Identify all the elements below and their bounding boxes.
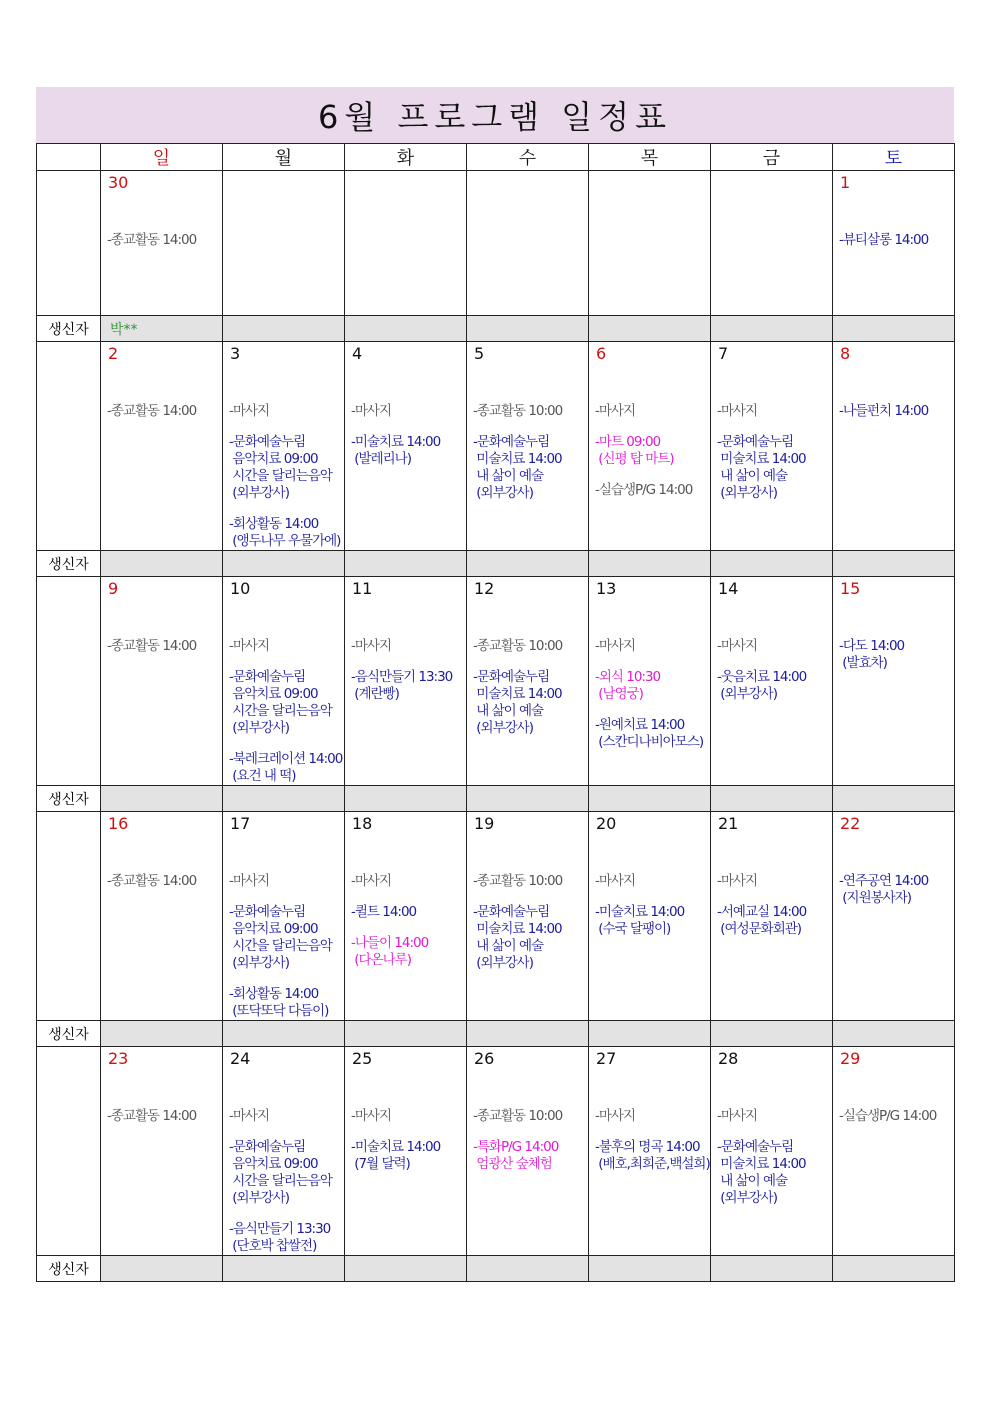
birthday-cell-fri <box>711 316 833 342</box>
day-cell-sun <box>101 171 223 316</box>
day-number: 26 <box>474 1049 495 1068</box>
event-item: -회상활동 14:00 (또닥또닥 다듬이) <box>229 986 329 1019</box>
event-item: -미술치료 14:00 (7월 달력) <box>351 1139 441 1172</box>
day-number: 24 <box>230 1049 251 1068</box>
birthday-cell-tue <box>345 551 467 577</box>
event-item: -마사지 <box>229 873 269 889</box>
event-item: -퀼트 14:00 <box>351 904 417 920</box>
birthday-label: 생신자 <box>37 786 101 812</box>
event-item: -문화예술누림 미술치료 14:00 내 삶이 예술 (외부강사) <box>473 669 562 736</box>
event-list <box>101 873 222 890</box>
day-cell-mon <box>223 342 345 551</box>
event-item: -나들펀치 14:00 <box>839 403 929 419</box>
day-number: 18 <box>352 814 373 833</box>
event-item: -마사지 <box>229 1108 269 1124</box>
event-list <box>223 403 344 550</box>
day-number: 11 <box>352 579 373 598</box>
event-item: -마사지 <box>595 638 635 654</box>
event-item: -미술치료 14:00 (발레리나) <box>351 434 441 467</box>
birthday-row <box>37 786 955 812</box>
day-cell-sat <box>833 342 955 551</box>
event-list <box>101 1108 222 1125</box>
birthday-label: 생신자 <box>37 1021 101 1047</box>
week-label-cell <box>37 1047 101 1256</box>
day-cell-sat <box>833 577 955 786</box>
event-list <box>467 638 588 737</box>
event-item: -마트 09:00 (신평 탑 마트) <box>595 434 674 467</box>
day-number: 6 <box>596 344 607 363</box>
event-list <box>101 232 222 249</box>
birthday-cell-sat <box>833 551 955 577</box>
event-item: -종교활동 10:00 <box>473 873 563 889</box>
event-item: -불후의 명곡 14:00 (배호,최희준,백설희) <box>595 1139 710 1172</box>
day-number: 21 <box>718 814 739 833</box>
weekday-tue: 화 <box>345 144 467 171</box>
event-item: -마사지 <box>229 638 269 654</box>
birthday-name: 박** <box>110 321 138 338</box>
week-label-cell <box>37 812 101 1021</box>
day-number: 2 <box>108 344 119 363</box>
birthday-cell-sat <box>833 1256 955 1282</box>
event-item: -문화예술누림 미술치료 14:00 내 삶이 예술 (외부강사) <box>717 1139 806 1206</box>
event-list <box>467 873 588 972</box>
event-item: -종교활동 14:00 <box>107 873 197 889</box>
day-number: 13 <box>596 579 617 598</box>
birthday-cell-wed <box>467 1256 589 1282</box>
event-list <box>223 873 344 1020</box>
event-item: -마사지 <box>351 873 391 889</box>
birthday-cell-tue <box>345 1256 467 1282</box>
event-item: -마사지 <box>229 403 269 419</box>
event-list <box>345 403 466 468</box>
event-item: -북레크레이션 14:00 (요건 내 떡) <box>229 751 343 784</box>
event-list <box>101 403 222 420</box>
event-list <box>833 232 954 249</box>
birthday-cell-wed <box>467 1021 589 1047</box>
event-item: -실습생P/G 14:00 <box>839 1108 937 1124</box>
birthday-cell-mon <box>223 316 345 342</box>
event-item: -마사지 <box>351 403 391 419</box>
event-item: -미술치료 14:00 (수국 달팽이) <box>595 904 685 937</box>
birthday-cell-thu <box>589 786 711 812</box>
day-number: 3 <box>230 344 241 363</box>
event-list <box>467 1108 588 1173</box>
event-item: -문화예술누림 음악치료 09:00 시간을 달리는음악 (외부강사) <box>229 1139 332 1206</box>
day-number: 7 <box>718 344 729 363</box>
event-list <box>833 1108 954 1125</box>
day-cell-tue <box>345 812 467 1021</box>
day-cell-tue <box>345 342 467 551</box>
event-list <box>101 638 222 655</box>
day-cell-sun <box>101 1047 223 1256</box>
week-row <box>37 171 955 316</box>
page-title: 6월 프로그램 일정표 <box>318 98 672 136</box>
day-cell-fri <box>711 171 833 316</box>
birthday-cell-sun <box>101 786 223 812</box>
day-cell-thu <box>589 171 711 316</box>
title-bar <box>36 87 954 143</box>
day-number: 23 <box>108 1049 129 1068</box>
day-number: 15 <box>840 579 861 598</box>
day-number: 20 <box>596 814 617 833</box>
schedule-table <box>36 143 955 1282</box>
day-cell-fri <box>711 812 833 1021</box>
day-cell-sat <box>833 812 955 1021</box>
event-item: -실습생P/G 14:00 <box>595 482 693 498</box>
weekday-sat: 토 <box>833 144 955 171</box>
event-item: -마사지 <box>717 1108 757 1124</box>
birthday-cell-tue <box>345 316 467 342</box>
event-item: -나들이 14:00 (다온나루) <box>351 935 429 968</box>
birthday-cell-sun <box>101 316 223 342</box>
day-number <box>352 173 466 193</box>
weekday-fri: 금 <box>711 144 833 171</box>
birthday-cell-fri <box>711 786 833 812</box>
day-cell-fri <box>711 577 833 786</box>
event-item: -마사지 <box>595 403 635 419</box>
birthday-label: 생신자 <box>37 1256 101 1282</box>
birthday-cell-sat <box>833 316 955 342</box>
event-list <box>589 873 710 938</box>
day-cell-sat <box>833 171 955 316</box>
birthday-cell-thu <box>589 316 711 342</box>
day-cell-thu <box>589 812 711 1021</box>
event-list <box>467 403 588 502</box>
day-number <box>596 173 710 193</box>
event-list <box>589 403 710 499</box>
event-list <box>711 638 832 703</box>
event-list <box>833 638 954 672</box>
day-cell-fri <box>711 1047 833 1256</box>
event-item: -뷰티살롱 14:00 <box>839 232 929 248</box>
day-number: 22 <box>840 814 861 833</box>
birthday-cell-sat <box>833 786 955 812</box>
day-number: 29 <box>840 1049 861 1068</box>
week-row <box>37 1047 955 1256</box>
event-list <box>833 403 954 420</box>
day-number: 4 <box>352 344 363 363</box>
event-item: -외식 10:30 (남영궁) <box>595 669 661 702</box>
event-item: -문화예술누림 미술치료 14:00 내 삶이 예술 (외부강사) <box>717 434 806 501</box>
day-cell-tue <box>345 1047 467 1256</box>
birthday-cell-mon <box>223 786 345 812</box>
birthday-cell-tue <box>345 1021 467 1047</box>
birthday-cell-wed <box>467 551 589 577</box>
week-label-cell <box>37 342 101 551</box>
week-row <box>37 577 955 786</box>
event-item: -원예치료 14:00 (스칸디나비아모스) <box>595 717 704 750</box>
day-number <box>718 173 832 193</box>
event-item: -마사지 <box>351 638 391 654</box>
birthday-row <box>37 1021 955 1047</box>
event-item: -회상활동 14:00 (앵두나무 우물가에) <box>229 516 341 549</box>
day-cell-wed <box>467 342 589 551</box>
day-number: 12 <box>474 579 495 598</box>
birthday-row <box>37 1256 955 1282</box>
event-list <box>711 403 832 502</box>
weekday-wed: 수 <box>467 144 589 171</box>
week-row <box>37 812 955 1021</box>
birthday-cell-wed <box>467 316 589 342</box>
event-item: -마사지 <box>717 638 757 654</box>
day-number: 19 <box>474 814 495 833</box>
birthday-cell-sat <box>833 1021 955 1047</box>
event-item: -웃음치료 14:00 (외부강사) <box>717 669 807 702</box>
event-item: -문화예술누림 미술치료 14:00 내 삶이 예술 (외부강사) <box>473 904 562 971</box>
event-list <box>223 1108 344 1255</box>
day-number: 28 <box>718 1049 739 1068</box>
day-number: 14 <box>718 579 739 598</box>
birthday-cell-mon <box>223 1021 345 1047</box>
event-item: -종교활동 14:00 <box>107 403 197 419</box>
event-item: -특화P/G 14:00 엄광산 숲체험 <box>473 1139 559 1172</box>
event-list <box>345 638 466 703</box>
birthday-cell-tue <box>345 786 467 812</box>
birthday-cell-wed <box>467 786 589 812</box>
weekday-sun: 일 <box>101 144 223 171</box>
week-label-cell <box>37 577 101 786</box>
day-cell-thu <box>589 1047 711 1256</box>
event-item: -음식만들기 13:30 (단호박 찹쌀전) <box>229 1221 331 1254</box>
birthday-cell-thu <box>589 1021 711 1047</box>
day-number: 5 <box>474 344 485 363</box>
event-list <box>833 873 954 907</box>
day-number <box>230 173 344 193</box>
weekday-mon: 월 <box>223 144 345 171</box>
birthday-label: 생신자 <box>37 551 101 577</box>
day-cell-tue <box>345 577 467 786</box>
day-cell-tue <box>345 171 467 316</box>
event-item: -종교활동 14:00 <box>107 1108 197 1124</box>
weekday-header-row <box>37 144 955 171</box>
birthday-cell-sun <box>101 1021 223 1047</box>
birthday-cell-sun <box>101 551 223 577</box>
event-list <box>589 1108 710 1173</box>
day-cell-fri <box>711 342 833 551</box>
event-item: -종교활동 10:00 <box>473 1108 563 1124</box>
birthday-cell-mon <box>223 1256 345 1282</box>
header-corner <box>37 144 101 171</box>
event-item: -문화예술누림 음악치료 09:00 시간을 달리는음악 (외부강사) <box>229 434 332 501</box>
day-number: 10 <box>230 579 251 598</box>
event-item: -종교활동 14:00 <box>107 232 197 248</box>
event-item: -종교활동 14:00 <box>107 638 197 654</box>
event-item: -서예교실 14:00 (여성문화회관) <box>717 904 807 937</box>
event-item: -종교활동 10:00 <box>473 638 563 654</box>
event-item: -문화예술누림 음악치료 09:00 시간을 달리는음악 (외부강사) <box>229 904 332 971</box>
event-list <box>345 1108 466 1173</box>
day-number: 16 <box>108 814 129 833</box>
event-item: -종교활동 10:00 <box>473 403 563 419</box>
day-number: 30 <box>108 173 129 192</box>
event-list <box>711 873 832 938</box>
event-list <box>223 638 344 785</box>
day-cell-sat <box>833 1047 955 1256</box>
day-number: 1 <box>840 173 851 192</box>
day-cell-wed <box>467 1047 589 1256</box>
birthday-cell-fri <box>711 1021 833 1047</box>
birthday-cell-sun <box>101 1256 223 1282</box>
day-cell-mon <box>223 577 345 786</box>
day-number <box>474 173 588 193</box>
day-cell-wed <box>467 812 589 1021</box>
birthday-row <box>37 316 955 342</box>
birthday-label: 생신자 <box>37 316 101 342</box>
week-label-cell <box>37 171 101 316</box>
day-cell-mon <box>223 812 345 1021</box>
day-cell-thu <box>589 577 711 786</box>
event-list <box>711 1108 832 1207</box>
event-item: -마사지 <box>595 1108 635 1124</box>
event-item: -다도 14:00 (발효차) <box>839 638 905 671</box>
day-cell-wed <box>467 577 589 786</box>
day-cell-sun <box>101 342 223 551</box>
birthday-cell-fri <box>711 1256 833 1282</box>
day-number: 8 <box>840 344 851 363</box>
event-item: -연주공연 14:00 (지원봉사자) <box>839 873 929 906</box>
day-cell-mon <box>223 171 345 316</box>
event-item: -문화예술누림 미술치료 14:00 내 삶이 예술 (외부강사) <box>473 434 562 501</box>
birthday-cell-mon <box>223 551 345 577</box>
event-item: -음식만들기 13:30 (계란빵) <box>351 669 453 702</box>
weekday-thu: 목 <box>589 144 711 171</box>
day-number: 17 <box>230 814 251 833</box>
event-item: -문화예술누림 음악치료 09:00 시간을 달리는음악 (외부강사) <box>229 669 332 736</box>
event-item: -마사지 <box>595 873 635 889</box>
birthday-cell-fri <box>711 551 833 577</box>
event-item: -마사지 <box>351 1108 391 1124</box>
day-number: 25 <box>352 1049 373 1068</box>
day-cell-mon <box>223 1047 345 1256</box>
event-item: -마사지 <box>717 873 757 889</box>
day-number: 9 <box>108 579 119 598</box>
birthday-row <box>37 551 955 577</box>
day-cell-sun <box>101 812 223 1021</box>
birthday-cell-thu <box>589 551 711 577</box>
day-cell-wed <box>467 171 589 316</box>
week-row <box>37 342 955 551</box>
event-list <box>345 873 466 969</box>
event-item: -마사지 <box>717 403 757 419</box>
birthday-cell-thu <box>589 1256 711 1282</box>
event-list <box>589 638 710 751</box>
day-number: 27 <box>596 1049 617 1068</box>
day-cell-thu <box>589 342 711 551</box>
calendar-body <box>37 171 955 1282</box>
day-cell-sun <box>101 577 223 786</box>
